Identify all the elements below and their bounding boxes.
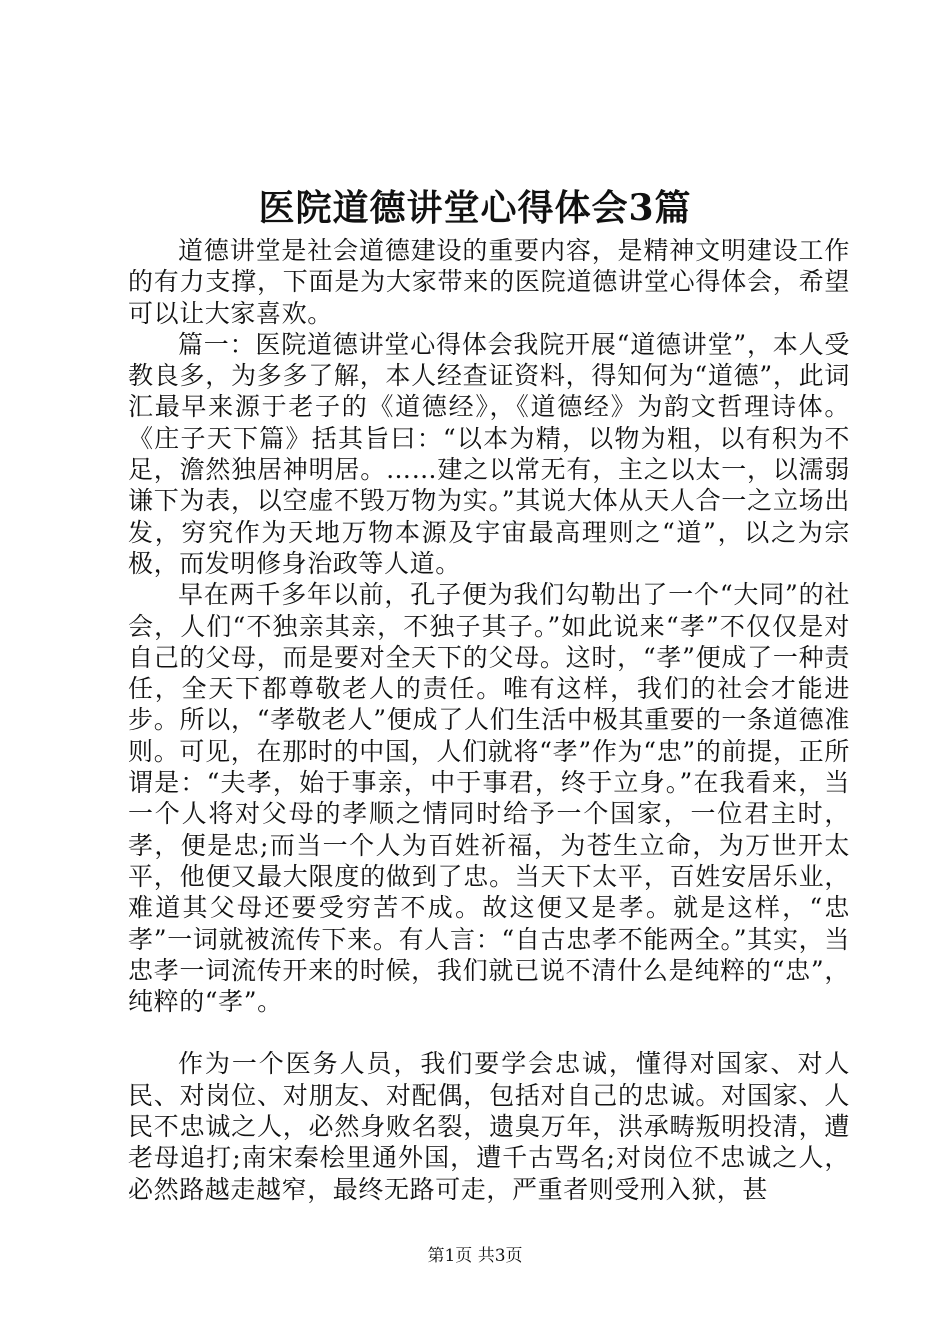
- body-paragraph: 篇一：医院道德讲堂心得体会我院开展“道德讲堂”，本人受教良多，为多多了解，本人经查证资料，得知何为“道德”，此词汇最早来源于老子的《道德经》，《道德经》为韵文哲理诗体。《庄子天下篇》括其旨曰：“以本为精，以物为粗，以有积为不足，澹然独居神明居。……建之以常无有，主之以太一，以濡弱谦下为表，以空虚不毁万物为实。”其说大体从天人合一之立场出发，穷究作为天地万物本源及宇宙最高理则之“道”，以之为宗极，而发明修身治政等人道。: [128, 329, 850, 578]
- intro-paragraph: 道德讲堂是社会道德建设的重要内容，是精神文明建设工作的有力支撑，下面是为大家带来的医院道德讲堂心得体会，希望可以让大家喜欢。: [128, 236, 850, 328]
- body-paragraph: 早在两千多年以前，孔子便为我们勾勒出了一个“大同”的社会，人们“不独亲其亲，不独子其子。”如此说来“孝”不仅仅是对自己的父母，而是要对全天下的父母。这时，“孝”便成了一种责任，全天下都尊敬老人的责任。唯有这样，我们的社会才能进步。所以，“孝敬老人”便成了人们生活中极其重要的一条道德准则。可见，在那时的中国，人们就将“孝”作为“忠”的前提，正所谓是：“夫孝，始于事亲，中于事君，终于立身。”在我看来，当一个人将对父母的孝顺之情同时给予一个国家，一位君主时，孝，便是忠;而当一个人为百姓祈福，为苍生立命，为万世开太平，他便又最大限度的做到了忠。当天下太平，百姓安居乐业，难道其父母还要受穷苦不成。故这便又是孝。就是这样，“忠孝”一词就被流传下来。有人言：“自古忠孝不能两全。”其实，当忠孝一词流传开来的时候，我们就已说不清什么是纯粹的“忠”，纯粹的“孝”。: [128, 580, 850, 1017]
- body-paragraph: 作为一个医务人员，我们要学会忠诚，懂得对国家、对人民、对岗位、对朋友、对配偶，包括对自己的忠诚。对国家、人民不忠诚之人，必然身败名裂，遗臭万年，洪承畴叛明投清，遭老母追打;南宋秦桧里通外国，遭千古骂名;对岗位不忠诚之人，必然路越走越窄，最终无路可走，严重者则受刑入狱，甚: [128, 1049, 850, 1204]
- page-number-footer: 第1页 共3页: [427, 1246, 523, 1266]
- document-body: [128, 235, 850, 1205]
- document-title: 医院道德讲堂心得体会3篇: [258, 187, 692, 229]
